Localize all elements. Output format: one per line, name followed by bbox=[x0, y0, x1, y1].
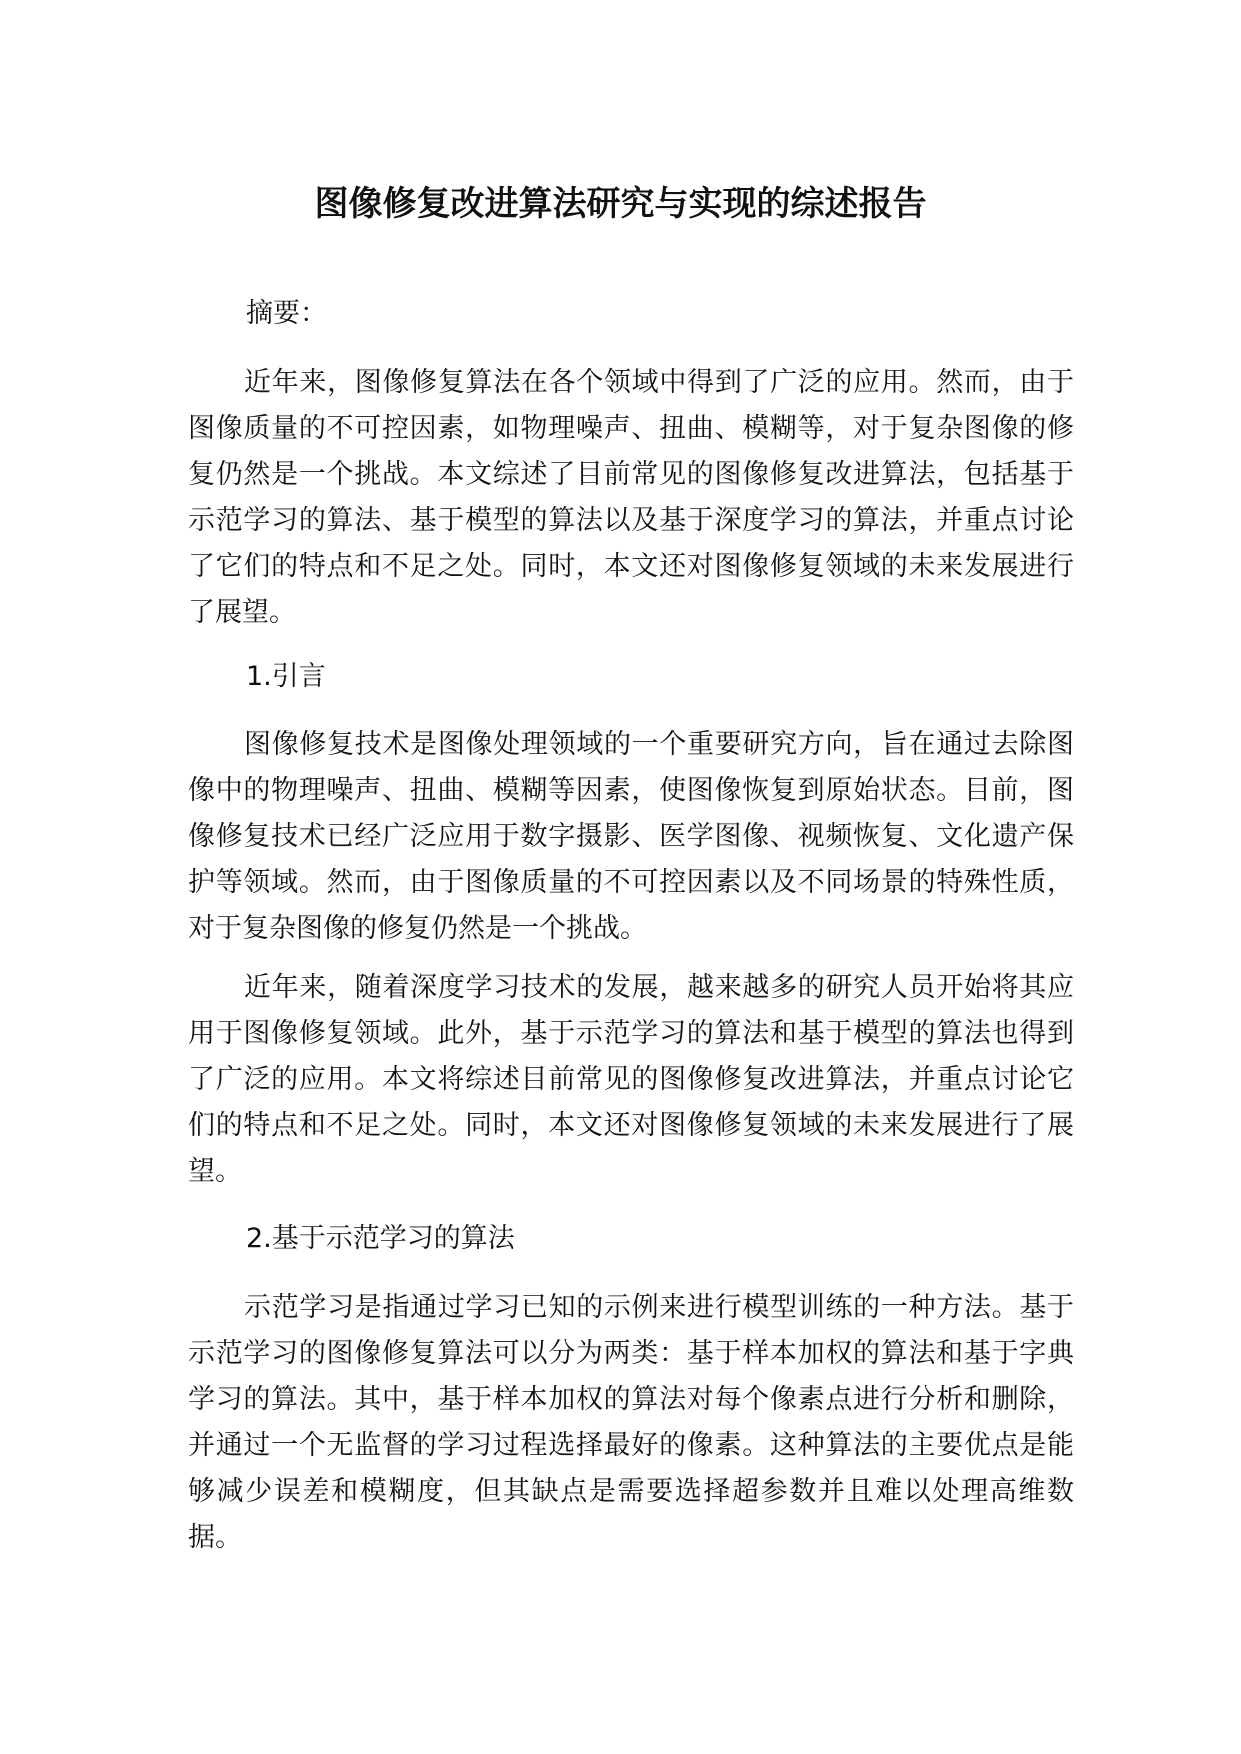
document-title: 图像修复改进算法研究与实现的综述报告 bbox=[314, 184, 927, 224]
abstract-label: 摘要： bbox=[246, 298, 327, 329]
section-heading: 1.引言 bbox=[246, 661, 326, 692]
body-paragraph: 近年来，随着深度学习技术的发展，越来越多的研究人员开始将其应用于图像修复领域。此外，基于示范学习的算法和基于模型的算法也得到了广泛的应用。本文将综述目前常见的图像修复改进算法，并重点讨论它们的特点和不足之处。同时，本文还对图像修复领域的未来发展进行了展望。 bbox=[188, 972, 1074, 1187]
body-paragraph: 图像修复技术是图像处理领域的一个重要研究方向，旨在通过去除图像中的物理噪声、扭曲、模糊等因素，使图像恢复到原始状态。目前，图像修复技术已经广泛应用于数字摄影、医学图像、视频恢复、文化遗产保护等领域。然而，由于图像质量的不可控因素以及不同场景的特殊性质，对于复杂图像的修复仍然是一个挑战。 bbox=[188, 729, 1074, 944]
abstract-paragraph: 近年来，图像修复算法在各个领域中得到了广泛的应用。然而，由于图像质量的不可控因素，如物理噪声、扭曲、模糊等，对于复杂图像的修复仍然是一个挑战。本文综述了目前常见的图像修复改进算法，包括基于示范学习的算法、基于模型的算法以及基于深度学习的算法，并重点讨论了它们的特点和不足之处。同时，本文还对图像修复领域的未来发展进行了展望。 bbox=[188, 367, 1074, 628]
section-heading: 2.基于示范学习的算法 bbox=[246, 1223, 515, 1254]
body-paragraph: 示范学习是指通过学习已知的示例来进行模型训练的一种方法。基于示范学习的图像修复算法可以分为两类：基于样本加权的算法和基于字典学习的算法。其中，基于样本加权的算法对每个像素点进行分析和删除，并通过一个无监督的学习过程选择最好的像素。这种算法的主要优点是能够减少误差和模糊度，但其缺点是需要选择超参数并且难以处理高维数据。 bbox=[188, 1292, 1074, 1553]
